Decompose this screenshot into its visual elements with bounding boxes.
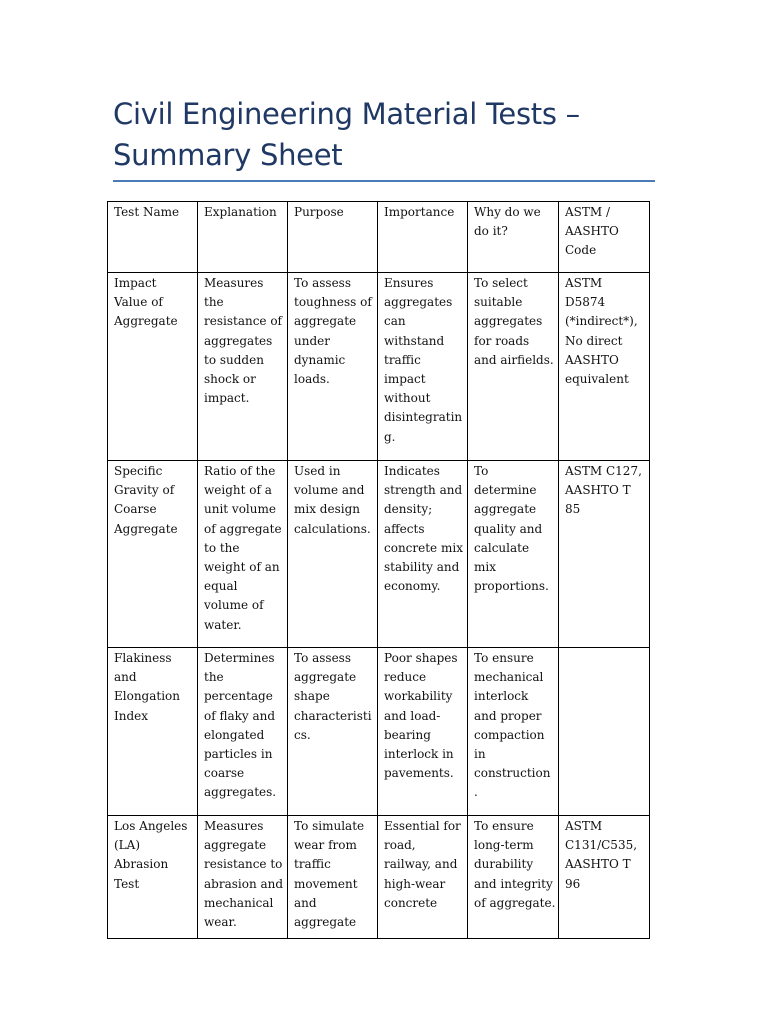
cell-text-line: ASTM bbox=[565, 276, 603, 290]
cell-text-line: to sudden bbox=[204, 352, 264, 367]
table-cell-test-name bbox=[108, 816, 198, 939]
cell-text-line: of flaky and bbox=[204, 708, 276, 723]
cell-text-line: traffic bbox=[384, 352, 421, 367]
cell-text-line: To assess bbox=[294, 651, 351, 665]
header-cell-why bbox=[468, 202, 559, 273]
cell-text-line: 96 bbox=[565, 876, 581, 891]
cell-text-line: dynamic bbox=[294, 352, 346, 367]
cell-text-line: . bbox=[474, 785, 478, 800]
cell-text-line: can bbox=[384, 314, 406, 329]
cell-text-line: aggregate bbox=[294, 915, 357, 930]
cell-text-line: the bbox=[204, 670, 224, 685]
cell-text-line: Impact bbox=[114, 276, 157, 290]
cell-text-line: Indicates bbox=[384, 464, 440, 478]
cell-text-line: Specific bbox=[114, 464, 163, 478]
table-cell-purpose bbox=[288, 648, 378, 816]
cell-text-line: abrasion and bbox=[204, 876, 284, 891]
cell-text-line: aggregates bbox=[384, 295, 453, 310]
cell-text-line: coarse bbox=[204, 766, 245, 781]
cell-text-line: ASTM C127, bbox=[565, 464, 642, 478]
cell-text-line: shape bbox=[294, 689, 330, 704]
table-cell-purpose bbox=[288, 461, 378, 648]
cell-text-line: particles in bbox=[204, 747, 273, 762]
cell-text-line: Used in bbox=[294, 464, 341, 478]
cell-text-line: concrete bbox=[384, 895, 438, 910]
cell-text-line: of aggregate. bbox=[474, 895, 556, 910]
cell-text-line: workability bbox=[384, 689, 453, 704]
cell-text-line: long-term bbox=[474, 838, 534, 853]
cell-text-line: Coarse bbox=[114, 502, 157, 517]
cell-text-line: 85 bbox=[565, 502, 581, 517]
cell-text-line: toughness of bbox=[294, 295, 372, 310]
table-row bbox=[108, 461, 650, 648]
cell-text-line: durability bbox=[474, 857, 534, 872]
cell-text-line: under bbox=[294, 333, 330, 348]
cell-text-line: proportions. bbox=[474, 579, 549, 594]
cell-text-line: Explanation bbox=[204, 205, 277, 219]
table-cell-code bbox=[559, 461, 650, 648]
cell-text-line: wear from bbox=[294, 838, 357, 853]
cell-text-line: impact bbox=[384, 372, 426, 387]
table-cell-explanation bbox=[198, 461, 288, 648]
cell-text-line: aggregate bbox=[294, 670, 357, 685]
table-cell-explanation bbox=[198, 648, 288, 816]
table-row bbox=[108, 816, 650, 939]
cell-text-line: weight of an bbox=[204, 560, 280, 575]
table-cell-importance bbox=[378, 273, 468, 461]
cell-text-line: equal bbox=[204, 579, 238, 594]
cell-text-line: AASHTO T bbox=[565, 483, 631, 498]
cell-text-line: Gravity of bbox=[114, 483, 175, 498]
table-row bbox=[108, 648, 650, 816]
cell-text-line: quality and bbox=[474, 521, 543, 536]
cell-text-line: and airfields. bbox=[474, 352, 554, 367]
cell-text-line: interlock bbox=[474, 689, 529, 704]
cell-text-line: To select bbox=[474, 276, 528, 290]
cell-text-line: strength and bbox=[384, 483, 463, 498]
cell-text-line: density; bbox=[384, 502, 433, 517]
cell-text-line: mix bbox=[474, 560, 496, 575]
cell-text-line: and integrity bbox=[474, 876, 553, 891]
cell-text-line: characteristi bbox=[294, 708, 372, 723]
cell-text-line: and bbox=[294, 895, 317, 910]
cell-text-line: AASHTO T bbox=[565, 857, 631, 872]
cell-text-line: No direct bbox=[565, 333, 623, 348]
material-tests-table bbox=[107, 201, 650, 939]
cell-text-line: to the bbox=[204, 540, 240, 555]
cell-text-line: aggregate bbox=[474, 502, 537, 517]
cell-text-line: aggregate bbox=[204, 838, 267, 853]
cell-text-line: unit volume bbox=[204, 502, 276, 517]
cell-text-line: Why do we bbox=[474, 205, 541, 219]
cell-text-line: aggregates. bbox=[204, 785, 277, 800]
table-cell-test-name bbox=[108, 648, 198, 816]
table-cell-explanation bbox=[198, 273, 288, 461]
cell-text-line: Elongation bbox=[114, 689, 180, 704]
cell-text-line: volume of bbox=[204, 598, 264, 613]
table-header-row bbox=[108, 202, 650, 273]
cell-text-line: do it? bbox=[474, 224, 508, 239]
cell-text-line: Essential for bbox=[384, 819, 461, 833]
cell-text-line: Abrasion bbox=[114, 857, 169, 872]
document-title-line-1: Civil Engineering Material Tests – bbox=[113, 97, 580, 131]
cell-text-line: (*indirect*), bbox=[565, 314, 638, 329]
cell-text-line: Flakiness bbox=[114, 651, 172, 665]
table-cell-purpose bbox=[288, 816, 378, 939]
cell-text-line: equivalent bbox=[565, 372, 629, 387]
table-cell-purpose bbox=[288, 273, 378, 461]
header-cell-importance bbox=[378, 202, 468, 273]
cell-text-line: without bbox=[384, 391, 431, 406]
cell-text-line: in bbox=[474, 747, 486, 762]
cell-text-line: Determines bbox=[204, 651, 275, 665]
cell-text-line: Test bbox=[114, 876, 140, 891]
cell-text-line: road, bbox=[384, 838, 416, 853]
cell-text-line: Aggregate bbox=[114, 314, 178, 329]
cell-text-line: weight of a bbox=[204, 483, 272, 498]
cell-text-line: mechanical bbox=[474, 670, 544, 685]
cell-text-line: mix design bbox=[294, 502, 360, 517]
cell-text-line: calculate bbox=[474, 540, 530, 555]
cell-text-line: AASHTO bbox=[565, 352, 619, 367]
cell-text-line: mechanical bbox=[204, 895, 274, 910]
cell-text-line: and proper bbox=[474, 708, 542, 723]
table-row bbox=[108, 273, 650, 461]
cell-text-line: Ensures bbox=[384, 276, 434, 290]
cell-text-line: Purpose bbox=[294, 205, 344, 219]
cell-text-line: construction bbox=[474, 766, 551, 781]
cell-text-line: the bbox=[204, 295, 224, 310]
cell-text-line: ASTM bbox=[565, 819, 603, 833]
table-cell-importance bbox=[378, 461, 468, 648]
cell-text-line: withstand bbox=[384, 333, 445, 348]
cell-text-line: Measures bbox=[204, 819, 264, 833]
cell-text-line: high-wear bbox=[384, 876, 446, 891]
cell-text-line: g. bbox=[384, 429, 396, 444]
cell-text-line: suitable bbox=[474, 295, 523, 310]
table-cell-test-name bbox=[108, 273, 198, 461]
cell-text-line: railway, and bbox=[384, 857, 458, 872]
header-cell-explanation bbox=[198, 202, 288, 273]
cell-text-line: volume and bbox=[294, 483, 365, 498]
cell-text-line: calculations. bbox=[294, 521, 371, 536]
cell-text-line: bearing bbox=[384, 727, 431, 742]
cell-text-line: ASTM / bbox=[565, 205, 611, 219]
cell-text-line: shock or bbox=[204, 372, 256, 387]
table-cell-code bbox=[559, 273, 650, 461]
table-cell-importance bbox=[378, 816, 468, 939]
cell-text-line: Ratio of the bbox=[204, 464, 276, 478]
cell-text-line: concrete mix bbox=[384, 540, 463, 555]
table-cell-code bbox=[559, 648, 650, 816]
cell-text-line: (LA) bbox=[114, 838, 140, 853]
cell-text-line: D5874 bbox=[565, 295, 606, 310]
cell-text-line: Measures bbox=[204, 276, 264, 290]
cell-text-line: of aggregate bbox=[204, 521, 282, 536]
document-title bbox=[113, 94, 673, 176]
cell-text-line: Code bbox=[565, 243, 597, 258]
table-cell-test-name bbox=[108, 461, 198, 648]
cell-text-line: Test Name bbox=[114, 205, 180, 219]
cell-text-line: percentage bbox=[204, 689, 273, 704]
table-cell-why bbox=[468, 816, 559, 939]
table-cell-why bbox=[468, 648, 559, 816]
cell-text-line: reduce bbox=[384, 670, 427, 685]
cell-text-line: water. bbox=[204, 617, 242, 632]
cell-text-line: To ensure bbox=[474, 651, 534, 665]
cell-text-line: and bbox=[114, 670, 137, 685]
cell-text-line: aggregate bbox=[294, 314, 357, 329]
cell-text-line: To assess bbox=[294, 276, 351, 290]
cell-text-line: resistance of bbox=[204, 314, 282, 329]
table-body bbox=[108, 202, 650, 939]
cell-text-line: Poor shapes bbox=[384, 651, 458, 665]
cell-text-line: and load- bbox=[384, 708, 441, 723]
table-cell-explanation bbox=[198, 816, 288, 939]
header-cell-purpose bbox=[288, 202, 378, 273]
cell-text-line: stability and bbox=[384, 560, 460, 575]
cell-text-line: loads. bbox=[294, 372, 330, 387]
cell-text-line: To simulate bbox=[294, 819, 365, 833]
cell-text-line: AASHTO bbox=[565, 224, 619, 239]
cell-text-line: aggregates bbox=[204, 333, 273, 348]
cell-text-line: elongated bbox=[204, 727, 265, 742]
cell-text-line: Importance bbox=[384, 205, 455, 219]
cell-text-line: C131/C535, bbox=[565, 838, 638, 853]
table-cell-why bbox=[468, 273, 559, 461]
cell-text-line: affects bbox=[384, 521, 425, 536]
cell-text-line: cs. bbox=[294, 727, 311, 742]
cell-text-line: economy. bbox=[384, 579, 441, 594]
cell-text-line: To ensure bbox=[474, 819, 534, 833]
cell-text-line: determine bbox=[474, 483, 537, 498]
cell-text-line: traffic bbox=[294, 857, 331, 872]
title-underline bbox=[113, 180, 655, 182]
cell-text-line: wear. bbox=[204, 915, 237, 930]
cell-text-line: movement bbox=[294, 876, 358, 891]
cell-text-line: Index bbox=[114, 708, 149, 723]
header-cell-code bbox=[559, 202, 650, 273]
cell-text-line: for roads bbox=[474, 333, 530, 348]
cell-text-line: disintegratin bbox=[384, 410, 463, 425]
table-cell-why bbox=[468, 461, 559, 648]
cell-text-line: interlock in bbox=[384, 747, 454, 762]
table-cell-importance bbox=[378, 648, 468, 816]
cell-text-line: To bbox=[474, 464, 489, 478]
cell-text-line: pavements. bbox=[384, 766, 454, 781]
document-title-line-2: Summary Sheet bbox=[113, 138, 343, 172]
table-cell-code bbox=[559, 816, 650, 939]
cell-text-line: Value of bbox=[114, 295, 163, 310]
cell-text-line: aggregates bbox=[474, 314, 543, 329]
cell-text-line: resistance to bbox=[204, 857, 283, 872]
header-cell-test-name bbox=[108, 202, 198, 273]
cell-text-line: impact. bbox=[204, 391, 250, 406]
cell-text-line: Aggregate bbox=[114, 521, 178, 536]
cell-text-line: Los Angeles bbox=[114, 819, 188, 833]
cell-text-line: compaction bbox=[474, 727, 545, 742]
